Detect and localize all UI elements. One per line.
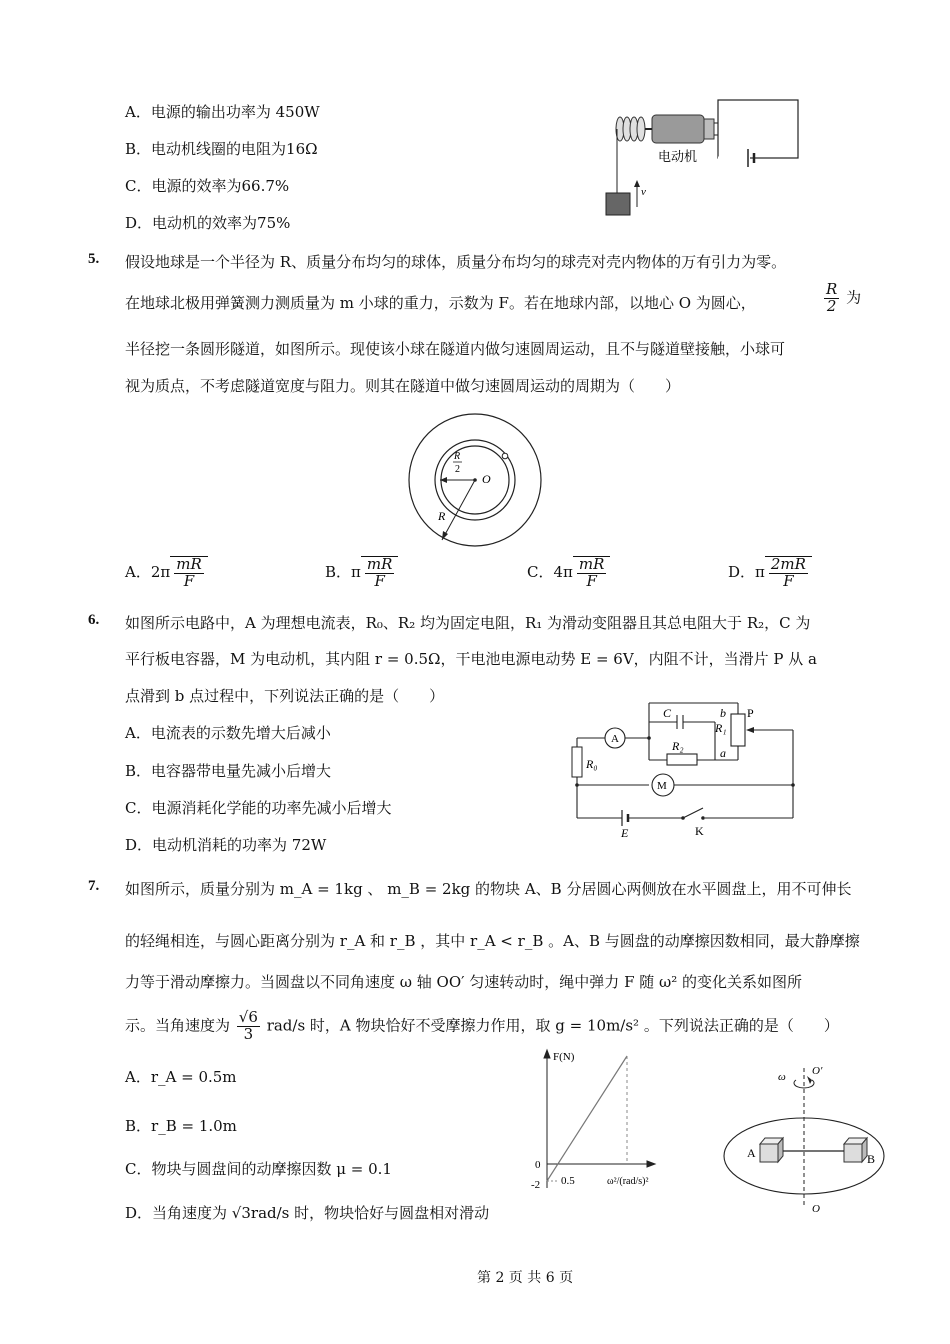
q7-omega-label: ω [778,1071,786,1083]
q6-line-3: 点滑到 b 点过程中，下列说法正确的是（ ） [125,687,445,705]
q4-motor-label: 电动机 [658,150,698,165]
q6-b-label: b [720,706,726,720]
q4-option-a: A．电源的输出功率为 450W [125,103,320,121]
q7-line-4: 示。当角速度为 $\frac{√6}{3}$ rad/s 时，A 物块恰好不受摩擦力作用，取 g = 10m/s² 。下列说法正确的是（ ） [125,1008,839,1043]
q7-line-2: 的轻绳相连，与圆心距离分别为 r_A 和 r_B ，其中 r_A < r_B 。A、B 与圆盘的动摩擦因数相同，最大静摩擦 [125,932,860,950]
q7-option-b: B．r_B = 1.0m [125,1117,237,1135]
q5-line-2: 在地球北极用弹簧测力测质量为 m 小球的重力，示数为 F。若在地球内部，以地心 O 为圆心， [125,294,756,312]
q5-earth-figure [402,412,552,552]
q5-r2-den: 2 [455,464,460,475]
q7-graph-ylabel: F(N) [553,1051,575,1063]
q5-r-label: R [438,509,446,523]
q7-o-label: O [812,1203,820,1215]
q7-option-a: A．r_A = 0.5m [125,1068,237,1086]
q7-block-a-label: A [747,1146,756,1160]
q6-r2-label: R₂ [672,739,684,753]
q4-option-d: D．电动机的效率为75% [125,214,291,232]
q7-number: 7. [88,878,100,894]
q6-line-1: 如图所示电路中，A 为理想电流表，R₀、R₂ 均为固定电阻，R₁ 为滑动变阻器且其总电阻大于 R₂，C 为 [125,614,811,632]
q5-fraction: $\frac{R}{2}$ 为 [826,280,862,315]
q7-o-prime-label: O′ [812,1065,823,1077]
q6-option-d: D．电动机消耗的功率为 72W [125,836,327,854]
q6-c-label: C [663,706,672,720]
q6-motor-label: M [657,780,667,792]
q7-block-b-label: B [867,1152,876,1166]
q6-e-label: E [621,826,629,840]
q4-option-c: C．电源的效率为66.7% [125,177,290,195]
q7-option-c: C．物块与圆盘间的动摩擦因数 μ = 0.1 [125,1160,392,1178]
q7-disk-figure [720,1060,900,1220]
q6-number: 6. [88,612,100,628]
q5-option-a: A．2π $\frac{mR}{F}$ [125,556,208,590]
q7-graph-ytick: -2 [531,1179,541,1191]
q5-r2-num: R [454,451,461,462]
q7-graph-xlabel: ω²/(rad/s)² [607,1176,649,1187]
q4-motor-figure [600,95,805,220]
page-footer: 第 2 页 共 6 页 [477,1270,574,1286]
q5-option-b: B．π $\frac{mR}{F}$ [325,556,398,590]
q5-o-label: O [482,472,491,486]
q6-r1-label: R₁ [715,721,727,735]
q6-option-b: B．电容器带电量先减小后增大 [125,762,332,780]
q6-k-label: K [695,824,704,838]
q5-line-3: 半径挖一条圆形隧道，如图所示。现使该小球在隧道内做匀速圆周运动，且不与隧道壁接触，小球可 [125,340,786,358]
q7-graph-zero: 0 [535,1159,541,1171]
q7-option-d: D．当角速度为 √3rad/s 时，物块恰好与圆盘相对滑动 [125,1204,490,1222]
q7-line-3: 力等于滑动摩擦力。当圆盘以不同角速度 ω 轴 OO′ 匀速转动时，绳中弹力 F 随 ω² 的变化关系如图所 [125,973,803,991]
q6-ammeter-label: A [611,733,619,745]
q6-line-2: 平行板电容器，M 为电动机，其内阻 r = 0.5Ω，干电池电源电动势 E = 6V，内阻不计，当滑片 P 从 a [125,650,818,668]
q6-p-label: P [747,706,754,720]
q5-number: 5. [88,251,100,267]
q7-line-1: 如图所示，质量分别为 m_A = 1kg 、 m_B = 2kg 的物块 A、B 分居圆心两侧放在水平圆盘上，用不可伸长 [125,880,852,898]
q6-option-a: A．电流表的示数先增大后减小 [125,724,331,742]
q6-circuit-figure [565,700,805,840]
q7-graph [525,1038,685,1198]
q5-line-1: 假设地球是一个半径为 R、质量分布均匀的球体，质量分布均匀的球壳对壳内物体的万有引力为零。 [125,253,787,271]
q7-graph-xtick: 0.5 [561,1175,575,1187]
q6-option-c: C．电源消耗化学能的功率先减小后增大 [125,799,392,817]
q5-line-4: 视为质点，不考虑隧道宽度与阻力。则其在隧道中做匀速圆周运动的周期为（ ） [125,377,681,395]
q4-option-b: B．电动机线圈的电阻为16Ω [125,140,318,158]
q4-v-label: v [641,186,646,198]
q6-a-label: a [720,746,726,760]
q5-option-c: C．4π $\frac{mR}{F}$ [527,556,610,590]
q6-r0-label: R₀ [586,757,598,771]
q5-option-d: D．π $\frac{2mR}{F}$ [728,556,812,590]
